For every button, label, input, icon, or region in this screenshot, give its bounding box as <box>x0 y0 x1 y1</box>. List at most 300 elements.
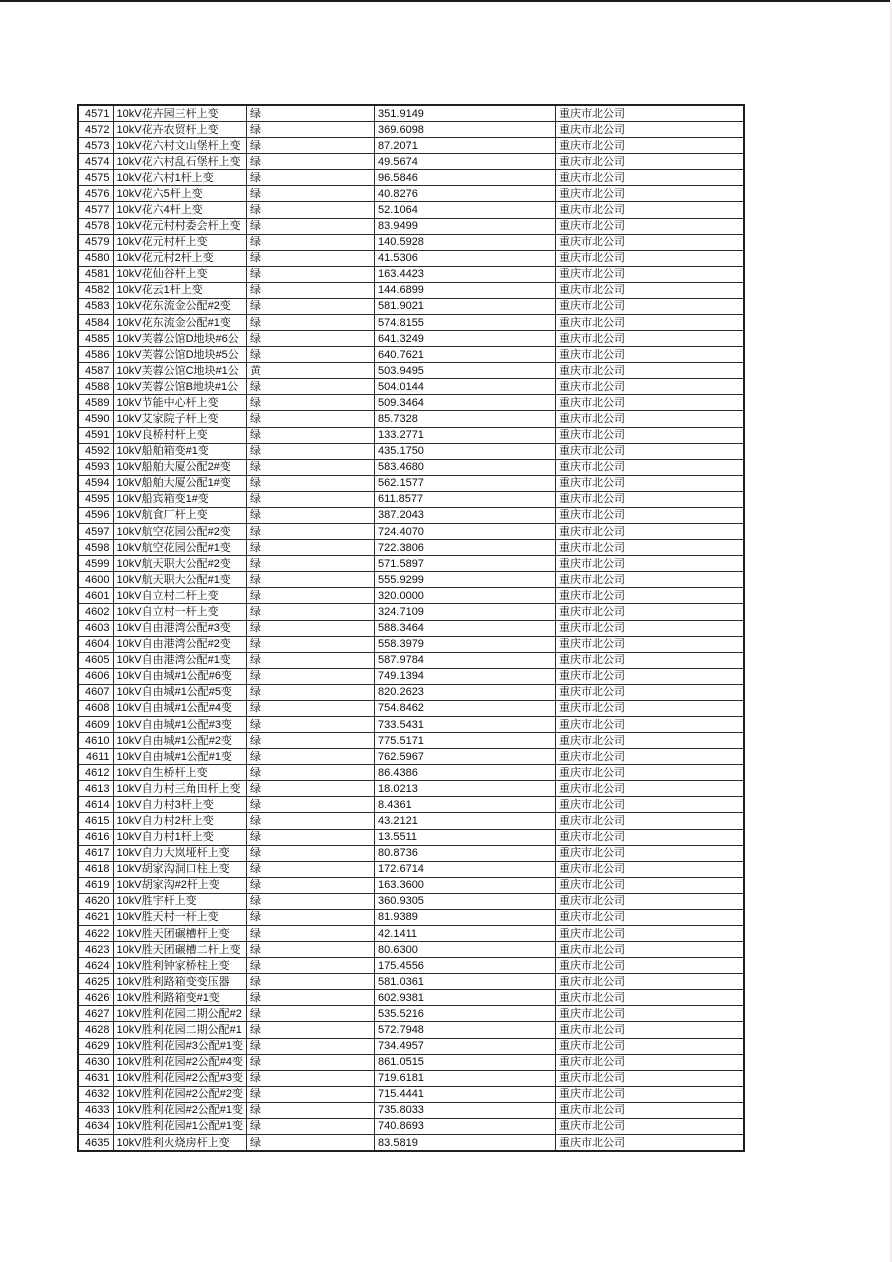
table-row <box>78 105 744 122</box>
cell-row-id: 4624 <box>78 958 113 974</box>
cell-status: 绿 <box>247 958 375 974</box>
cell-row-id: 4593 <box>78 459 113 475</box>
cell-value: 588.3464 <box>375 620 556 636</box>
table-row <box>78 942 744 958</box>
cell-row-id: 4609 <box>78 716 113 732</box>
cell-company: 重庆市北公司 <box>556 700 744 716</box>
cell-company: 重庆市北公司 <box>556 154 744 170</box>
table-row <box>78 652 744 668</box>
cell-transformer-name: 10kV芙蓉公馆B地块#1公 <box>113 379 247 395</box>
cell-company: 重庆市北公司 <box>556 202 744 218</box>
cell-status: 绿 <box>247 974 375 990</box>
cell-value: 133.2771 <box>375 427 556 443</box>
cell-row-id: 4616 <box>78 829 113 845</box>
table-row <box>78 733 744 749</box>
cell-transformer-name: 10kV良桥村杆上变 <box>113 427 247 443</box>
cell-value: 503.9495 <box>375 363 556 379</box>
cell-value: 40.8276 <box>375 186 556 202</box>
cell-transformer-name: 10kV胜利火烧房杆上变 <box>113 1135 247 1152</box>
cell-value: 640.7621 <box>375 347 556 363</box>
cell-transformer-name: 10kV胜利路箱变#1变 <box>113 990 247 1006</box>
table-row <box>78 443 744 459</box>
cell-value: 80.6300 <box>375 942 556 958</box>
cell-row-id: 4585 <box>78 331 113 347</box>
cell-value: 581.0361 <box>375 974 556 990</box>
cell-row-id: 4621 <box>78 909 113 925</box>
cell-transformer-name: 10kV花云1杆上变 <box>113 282 247 298</box>
cell-company: 重庆市北公司 <box>556 1054 744 1070</box>
cell-status: 绿 <box>247 170 375 186</box>
table-row <box>78 749 744 765</box>
cell-company: 重庆市北公司 <box>556 540 744 556</box>
cell-row-id: 4607 <box>78 684 113 700</box>
cell-value: 719.6181 <box>375 1070 556 1086</box>
cell-row-id: 4575 <box>78 170 113 186</box>
table-row <box>78 491 744 507</box>
cell-row-id: 4626 <box>78 990 113 1006</box>
table-row <box>78 588 744 604</box>
cell-company: 重庆市北公司 <box>556 845 744 861</box>
table-row <box>78 1006 744 1022</box>
cell-transformer-name: 10kV花六村乱石堡杆上变 <box>113 154 247 170</box>
cell-row-id: 4619 <box>78 877 113 893</box>
cell-company: 重庆市北公司 <box>556 1118 744 1134</box>
cell-transformer-name: 10kV船宾箱变1#变 <box>113 491 247 507</box>
table-row <box>78 315 744 331</box>
cell-value: 83.9499 <box>375 218 556 234</box>
cell-value: 734.4957 <box>375 1038 556 1054</box>
cell-company: 重庆市北公司 <box>556 958 744 974</box>
cell-transformer-name: 10kV自立村一杆上变 <box>113 604 247 620</box>
cell-value: 351.9149 <box>375 105 556 122</box>
cell-value: 611.8577 <box>375 491 556 507</box>
cell-transformer-name: 10kV艾家院子杆上变 <box>113 411 247 427</box>
cell-row-id: 4577 <box>78 202 113 218</box>
cell-value: 435.1750 <box>375 443 556 459</box>
cell-row-id: 4576 <box>78 186 113 202</box>
cell-company: 重庆市北公司 <box>556 138 744 154</box>
cell-value: 722.3806 <box>375 540 556 556</box>
cell-row-id: 4573 <box>78 138 113 154</box>
cell-row-id: 4599 <box>78 556 113 572</box>
table-row <box>78 138 744 154</box>
cell-row-id: 4615 <box>78 813 113 829</box>
cell-value: 18.0213 <box>375 781 556 797</box>
cell-row-id: 4595 <box>78 491 113 507</box>
table-row <box>78 540 744 556</box>
cell-row-id: 4613 <box>78 781 113 797</box>
cell-transformer-name: 10kV花元村杆上变 <box>113 234 247 250</box>
cell-value: 574.8155 <box>375 315 556 331</box>
cell-company: 重庆市北公司 <box>556 652 744 668</box>
cell-company: 重庆市北公司 <box>556 781 744 797</box>
cell-value: 43.2121 <box>375 813 556 829</box>
cell-transformer-name: 10kV自由港湾公配#3变 <box>113 620 247 636</box>
cell-company: 重庆市北公司 <box>556 572 744 588</box>
cell-row-id: 4618 <box>78 861 113 877</box>
cell-company: 重庆市北公司 <box>556 475 744 491</box>
cell-row-id: 4606 <box>78 668 113 684</box>
cell-company: 重庆市北公司 <box>556 909 744 925</box>
cell-value: 715.4441 <box>375 1086 556 1102</box>
table-row <box>78 925 744 941</box>
cell-transformer-name: 10kV胜利花园#2公配#1变 <box>113 1102 247 1118</box>
cell-value: 83.5819 <box>375 1135 556 1152</box>
cell-row-id: 4600 <box>78 572 113 588</box>
cell-status: 绿 <box>247 379 375 395</box>
cell-status: 绿 <box>247 315 375 331</box>
table-row <box>78 266 744 282</box>
table-row <box>78 1038 744 1054</box>
cell-row-id: 4608 <box>78 700 113 716</box>
cell-value: 320.0000 <box>375 588 556 604</box>
cell-status: 绿 <box>247 491 375 507</box>
cell-company: 重庆市北公司 <box>556 1022 744 1038</box>
table-row <box>78 331 744 347</box>
table-row <box>78 427 744 443</box>
table-row <box>78 668 744 684</box>
table-row <box>78 298 744 314</box>
cell-transformer-name: 10kV花六村1杆上变 <box>113 170 247 186</box>
cell-company: 重庆市北公司 <box>556 459 744 475</box>
cell-row-id: 4625 <box>78 974 113 990</box>
cell-status: 绿 <box>247 652 375 668</box>
cell-row-id: 4601 <box>78 588 113 604</box>
cell-value: 740.8693 <box>375 1118 556 1134</box>
cell-transformer-name: 10kV自由城#1公配#2变 <box>113 733 247 749</box>
cell-value: 175.4556 <box>375 958 556 974</box>
cell-value: 572.7948 <box>375 1022 556 1038</box>
transformer-table-body <box>78 105 744 1151</box>
cell-status: 绿 <box>247 1086 375 1102</box>
table-row <box>78 1054 744 1070</box>
cell-status: 绿 <box>247 829 375 845</box>
table-row <box>78 829 744 845</box>
cell-company: 重庆市北公司 <box>556 298 744 314</box>
cell-transformer-name: 10kV胜利花园#2公配#4变 <box>113 1054 247 1070</box>
cell-company: 重庆市北公司 <box>556 1135 744 1152</box>
cell-row-id: 4603 <box>78 620 113 636</box>
cell-company: 重庆市北公司 <box>556 893 744 909</box>
table-row <box>78 893 744 909</box>
cell-company: 重庆市北公司 <box>556 749 744 765</box>
cell-transformer-name: 10kV花六4杆上变 <box>113 202 247 218</box>
cell-status: 绿 <box>247 1070 375 1086</box>
cell-value: 140.5928 <box>375 234 556 250</box>
cell-company: 重庆市北公司 <box>556 813 744 829</box>
cell-value: 85.7328 <box>375 411 556 427</box>
cell-status: 绿 <box>247 636 375 652</box>
cell-value: 562.1577 <box>375 475 556 491</box>
cell-value: 504.0144 <box>375 379 556 395</box>
cell-company: 重庆市北公司 <box>556 556 744 572</box>
cell-transformer-name: 10kV胜天村一杆上变 <box>113 909 247 925</box>
cell-transformer-name: 10kV花六村文山堡杆上变 <box>113 138 247 154</box>
cell-transformer-name: 10kV胜利花园#2公配#3变 <box>113 1070 247 1086</box>
cell-status: 绿 <box>247 604 375 620</box>
cell-value: 762.5967 <box>375 749 556 765</box>
cell-status: 绿 <box>247 909 375 925</box>
cell-row-id: 4614 <box>78 797 113 813</box>
cell-transformer-name: 10kV胡家沟洞口柱上变 <box>113 861 247 877</box>
cell-value: 555.9299 <box>375 572 556 588</box>
table-row <box>78 909 744 925</box>
cell-status: 绿 <box>247 524 375 540</box>
cell-status: 绿 <box>247 540 375 556</box>
cell-status: 绿 <box>247 942 375 958</box>
table-row <box>78 990 744 1006</box>
cell-row-id: 4582 <box>78 282 113 298</box>
cell-value: 8.4361 <box>375 797 556 813</box>
cell-status: 绿 <box>247 781 375 797</box>
cell-value: 509.3464 <box>375 395 556 411</box>
cell-status: 绿 <box>247 620 375 636</box>
cell-row-id: 4605 <box>78 652 113 668</box>
cell-transformer-name: 10kV自由城#1公配#5变 <box>113 684 247 700</box>
cell-transformer-name: 10kV自由城#1公配#6变 <box>113 668 247 684</box>
cell-status: 绿 <box>247 138 375 154</box>
table-row <box>78 765 744 781</box>
cell-status: 绿 <box>247 250 375 266</box>
cell-transformer-name: 10kV胜利花园二期公配#1 <box>113 1022 247 1038</box>
cell-status: 绿 <box>247 202 375 218</box>
cell-transformer-name: 10kV花卉农贸杆上变 <box>113 122 247 138</box>
cell-status: 绿 <box>247 588 375 604</box>
table-row <box>78 845 744 861</box>
cell-status: 绿 <box>247 234 375 250</box>
cell-status: 绿 <box>247 105 375 122</box>
cell-transformer-name: 10kV花六5杆上变 <box>113 186 247 202</box>
cell-transformer-name: 10kV自力村2杆上变 <box>113 813 247 829</box>
cell-company: 重庆市北公司 <box>556 620 744 636</box>
cell-company: 重庆市北公司 <box>556 507 744 523</box>
cell-row-id: 4633 <box>78 1102 113 1118</box>
table-row <box>78 1102 744 1118</box>
cell-company: 重庆市北公司 <box>556 315 744 331</box>
cell-company: 重庆市北公司 <box>556 684 744 700</box>
cell-transformer-name: 10kV花东流金公配#1变 <box>113 315 247 331</box>
cell-row-id: 4583 <box>78 298 113 314</box>
table-row <box>78 958 744 974</box>
cell-transformer-name: 10kV航天职大公配#1变 <box>113 572 247 588</box>
cell-row-id: 4604 <box>78 636 113 652</box>
table-row <box>78 122 744 138</box>
cell-transformer-name: 10kV船舶大厦公配1#变 <box>113 475 247 491</box>
table-row <box>78 716 744 732</box>
cell-company: 重庆市北公司 <box>556 347 744 363</box>
cell-status: 绿 <box>247 733 375 749</box>
cell-transformer-name: 10kV胜利钟家桥柱上变 <box>113 958 247 974</box>
cell-transformer-name: 10kV胜宇杆上变 <box>113 893 247 909</box>
cell-transformer-name: 10kV船舶大厦公配2#变 <box>113 459 247 475</box>
cell-company: 重庆市北公司 <box>556 942 744 958</box>
table-row <box>78 282 744 298</box>
cell-company: 重庆市北公司 <box>556 443 744 459</box>
cell-value: 602.9381 <box>375 990 556 1006</box>
cell-transformer-name: 10kV花元村村委会杆上变 <box>113 218 247 234</box>
table-row <box>78 684 744 700</box>
cell-transformer-name: 10kV自由城#1公配#1变 <box>113 749 247 765</box>
cell-company: 重庆市北公司 <box>556 122 744 138</box>
cell-value: 80.8736 <box>375 845 556 861</box>
cell-status: 绿 <box>247 1022 375 1038</box>
table-row <box>78 1118 744 1134</box>
cell-row-id: 4602 <box>78 604 113 620</box>
cell-value: 558.3979 <box>375 636 556 652</box>
table-row <box>78 974 744 990</box>
cell-company: 重庆市北公司 <box>556 861 744 877</box>
cell-row-id: 4572 <box>78 122 113 138</box>
cell-transformer-name: 10kV芙蓉公馆D地块#6公 <box>113 331 247 347</box>
cell-transformer-name: 10kV航天职大公配#2变 <box>113 556 247 572</box>
cell-row-id: 4617 <box>78 845 113 861</box>
cell-row-id: 4589 <box>78 395 113 411</box>
table-row <box>78 700 744 716</box>
cell-transformer-name: 10kV胜利路箱变变压器 <box>113 974 247 990</box>
cell-row-id: 4591 <box>78 427 113 443</box>
cell-transformer-name: 10kV自力大岚垭杆上变 <box>113 845 247 861</box>
table-row <box>78 218 744 234</box>
cell-value: 587.9784 <box>375 652 556 668</box>
cell-row-id: 4581 <box>78 266 113 282</box>
cell-status: 绿 <box>247 749 375 765</box>
cell-company: 重庆市北公司 <box>556 218 744 234</box>
cell-company: 重庆市北公司 <box>556 105 744 122</box>
page-top-edge <box>0 0 892 2</box>
cell-value: 754.8462 <box>375 700 556 716</box>
cell-transformer-name: 10kV花卉园三杆上变 <box>113 105 247 122</box>
cell-transformer-name: 10kV胜天团碾槽杆上变 <box>113 925 247 941</box>
cell-status: 绿 <box>247 443 375 459</box>
cell-transformer-name: 10kV胜天团碾槽二杆上变 <box>113 942 247 958</box>
cell-status: 绿 <box>247 218 375 234</box>
cell-status: 绿 <box>247 395 375 411</box>
cell-row-id: 4571 <box>78 105 113 122</box>
cell-company: 重庆市北公司 <box>556 733 744 749</box>
cell-company: 重庆市北公司 <box>556 427 744 443</box>
table-row <box>78 524 744 540</box>
cell-status: 绿 <box>247 925 375 941</box>
cell-company: 重庆市北公司 <box>556 716 744 732</box>
cell-transformer-name: 10kV自由港湾公配#1变 <box>113 652 247 668</box>
cell-status: 绿 <box>247 716 375 732</box>
cell-value: 86.4386 <box>375 765 556 781</box>
table-row <box>78 154 744 170</box>
cell-status: 绿 <box>247 154 375 170</box>
table-row <box>78 1086 744 1102</box>
cell-transformer-name: 10kV自生桥杆上变 <box>113 765 247 781</box>
cell-value: 41.5306 <box>375 250 556 266</box>
cell-transformer-name: 10kV芙蓉公馆C地块#1公 <box>113 363 247 379</box>
cell-transformer-name: 10kV航空花园公配#1变 <box>113 540 247 556</box>
cell-company: 重庆市北公司 <box>556 990 744 1006</box>
cell-status: 绿 <box>247 411 375 427</box>
cell-value: 861.0515 <box>375 1054 556 1070</box>
cell-company: 重庆市北公司 <box>556 170 744 186</box>
cell-transformer-name: 10kV花东流金公配#2变 <box>113 298 247 314</box>
table-row <box>78 395 744 411</box>
cell-value: 369.6098 <box>375 122 556 138</box>
cell-company: 重庆市北公司 <box>556 829 744 845</box>
table-row <box>78 604 744 620</box>
cell-status: 绿 <box>247 1038 375 1054</box>
cell-status: 绿 <box>247 861 375 877</box>
cell-company: 重庆市北公司 <box>556 186 744 202</box>
table-row <box>78 347 744 363</box>
cell-row-id: 4610 <box>78 733 113 749</box>
cell-transformer-name: 10kV自力村3杆上变 <box>113 797 247 813</box>
cell-status: 黄 <box>247 363 375 379</box>
cell-row-id: 4588 <box>78 379 113 395</box>
cell-value: 775.5171 <box>375 733 556 749</box>
table-row <box>78 234 744 250</box>
cell-row-id: 4587 <box>78 363 113 379</box>
table-row <box>78 411 744 427</box>
cell-value: 13.5511 <box>375 829 556 845</box>
cell-company: 重庆市北公司 <box>556 1038 744 1054</box>
cell-company: 重庆市北公司 <box>556 395 744 411</box>
cell-transformer-name: 10kV节能中心杆上变 <box>113 395 247 411</box>
cell-value: 49.5674 <box>375 154 556 170</box>
cell-status: 绿 <box>247 668 375 684</box>
cell-company: 重庆市北公司 <box>556 588 744 604</box>
cell-transformer-name: 10kV花仙谷杆上变 <box>113 266 247 282</box>
cell-status: 绿 <box>247 990 375 1006</box>
table-row <box>78 186 744 202</box>
cell-status: 绿 <box>247 266 375 282</box>
cell-transformer-name: 10kV航食厂杆上变 <box>113 507 247 523</box>
cell-row-id: 4628 <box>78 1022 113 1038</box>
table-row <box>78 1135 744 1152</box>
cell-company: 重庆市北公司 <box>556 1070 744 1086</box>
table-row <box>78 170 744 186</box>
cell-company: 重庆市北公司 <box>556 1086 744 1102</box>
table-row <box>78 781 744 797</box>
table-row <box>78 250 744 266</box>
cell-company: 重庆市北公司 <box>556 282 744 298</box>
cell-value: 535.5216 <box>375 1006 556 1022</box>
transformer-table <box>77 104 745 1152</box>
table-row <box>78 813 744 829</box>
cell-value: 324.7109 <box>375 604 556 620</box>
cell-value: 387.2043 <box>375 507 556 523</box>
cell-company: 重庆市北公司 <box>556 524 744 540</box>
cell-company: 重庆市北公司 <box>556 604 744 620</box>
table-row <box>78 572 744 588</box>
cell-company: 重庆市北公司 <box>556 250 744 266</box>
cell-value: 52.1064 <box>375 202 556 218</box>
cell-row-id: 4623 <box>78 942 113 958</box>
table-row <box>78 202 744 218</box>
cell-status: 绿 <box>247 1118 375 1134</box>
table-row <box>78 1070 744 1086</box>
table-row <box>78 556 744 572</box>
table-row <box>78 877 744 893</box>
cell-value: 172.6714 <box>375 861 556 877</box>
table-row <box>78 363 744 379</box>
cell-value: 749.1394 <box>375 668 556 684</box>
cell-row-id: 4635 <box>78 1135 113 1152</box>
cell-transformer-name: 10kV胜利花园#1公配#1变 <box>113 1118 247 1134</box>
cell-status: 绿 <box>247 475 375 491</box>
cell-value: 735.8033 <box>375 1102 556 1118</box>
cell-transformer-name: 10kV芙蓉公馆D地块#5公 <box>113 347 247 363</box>
cell-value: 42.1411 <box>375 925 556 941</box>
cell-status: 绿 <box>247 347 375 363</box>
cell-value: 96.5846 <box>375 170 556 186</box>
cell-row-id: 4578 <box>78 218 113 234</box>
cell-company: 重庆市北公司 <box>556 491 744 507</box>
